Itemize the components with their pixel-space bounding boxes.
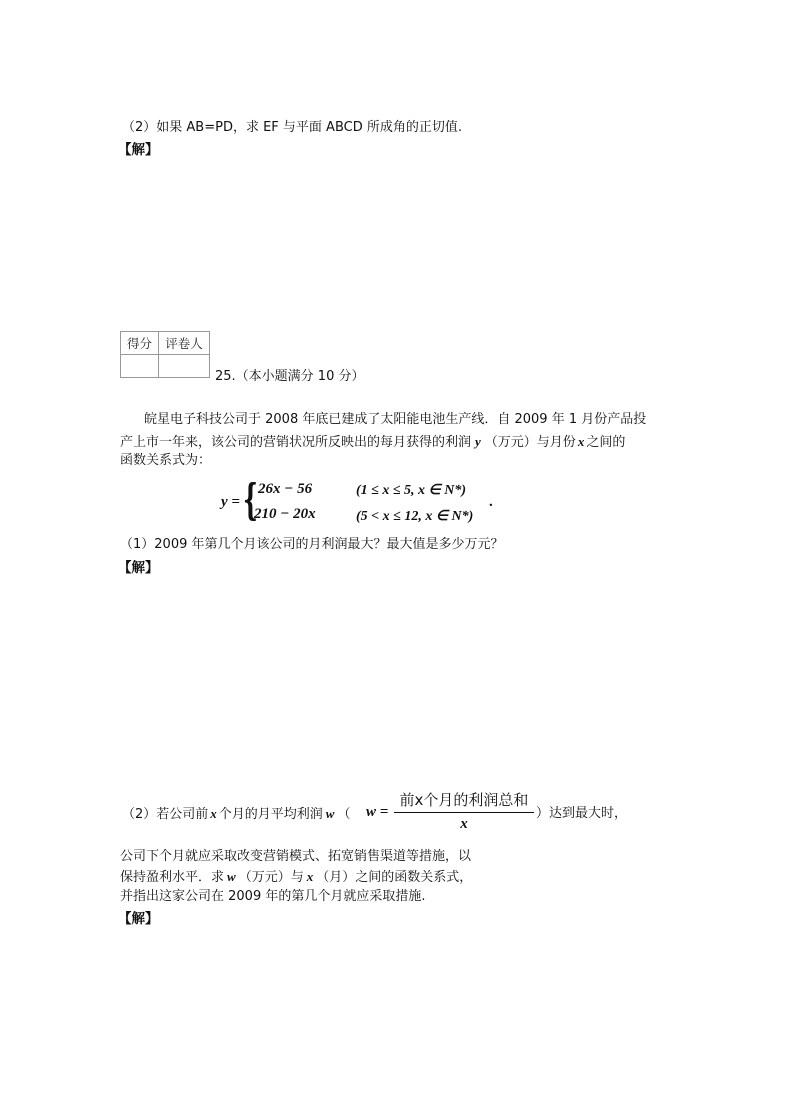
fraction-denominator: x <box>460 816 468 832</box>
q25-stem-line1: 皖星电子科技公司于 2008 年底已建成了太阳能电池生产线．自 2009 年 1 月份产品投 <box>144 412 647 427</box>
score-table <box>120 331 210 378</box>
var-y: y <box>475 434 481 449</box>
var-x: x <box>306 869 314 884</box>
q25-part2-line3 <box>120 868 472 887</box>
grader-cell[interactable] <box>159 355 210 378</box>
fraction-numerator: 前x个月的利润总和 <box>399 791 529 809</box>
fraction-bar <box>394 812 534 813</box>
answer-label: 【解】 <box>118 560 159 576</box>
fraction <box>394 790 534 833</box>
part2-lead-a: （2）若公司前 <box>122 807 209 822</box>
q24-part2-text: （2）如果 AB=PD，求 EF 与平面 ABCD 所成角的正切值. <box>122 120 462 135</box>
q25-part2-line2: 公司下个月就应采取改变营销模式、拓宽销售渠道等措施，以 <box>120 849 472 864</box>
q25-part2-line4: 并指出这家公司在 2009 年的第几个月就应采取措施. <box>120 889 426 904</box>
part2-line3-a: 保持盈利水平．求 <box>120 870 225 885</box>
part2-line3-c: （月）之间的函数关系式， <box>316 870 473 885</box>
piecewise-end: . <box>489 494 493 510</box>
q25-stem-line3: 函数关系式为： <box>120 453 212 468</box>
q25-stem-text-b: （万元）与月份 <box>484 435 576 450</box>
q25-stem-text-c: 之间的 <box>586 435 626 450</box>
part2-tail: ）达到最大时， <box>536 806 628 821</box>
case2-expr: 210 − 20x <box>254 506 316 522</box>
part2-lead-b: 个月的月平均利润 <box>218 807 323 822</box>
q25-stem-text-a: 产上市一年来，该公司的营销状况所反映出的每月获得的利润 <box>120 435 472 450</box>
q25-part2-line1 <box>122 805 350 824</box>
answer-label: 【解】 <box>118 911 159 927</box>
score-header-defen: 得分 <box>121 332 159 355</box>
score-cell[interactable] <box>121 355 159 378</box>
brace-icon: { <box>243 475 258 524</box>
part2-line3-b: （万元）与 <box>238 870 304 885</box>
q25-stem-line2 <box>120 433 625 452</box>
q25-part1: （1）2009 年第几个月该公司的月利润最大？最大值是多少万元？ <box>120 537 504 552</box>
frac-lhs: w = <box>366 804 389 820</box>
var-x: x <box>577 434 585 449</box>
var-w: w <box>325 806 335 821</box>
var-x: x <box>210 806 217 821</box>
case1-expr: 26x − 56 <box>258 481 313 497</box>
answer-label: 【解】 <box>118 142 159 158</box>
q25-number: 25.（本小题满分 10 分） <box>215 369 365 384</box>
score-header-grader: 评卷人 <box>159 332 210 355</box>
var-w: w <box>227 869 236 884</box>
case2-cond: (5 < x ≤ 12, x ∈ N*) <box>356 509 474 524</box>
piecewise-lhs: y = <box>221 494 240 510</box>
part2-paren: （ <box>337 807 351 822</box>
case1-cond: (1 ≤ x ≤ 5, x ∈ N*) <box>356 483 466 498</box>
